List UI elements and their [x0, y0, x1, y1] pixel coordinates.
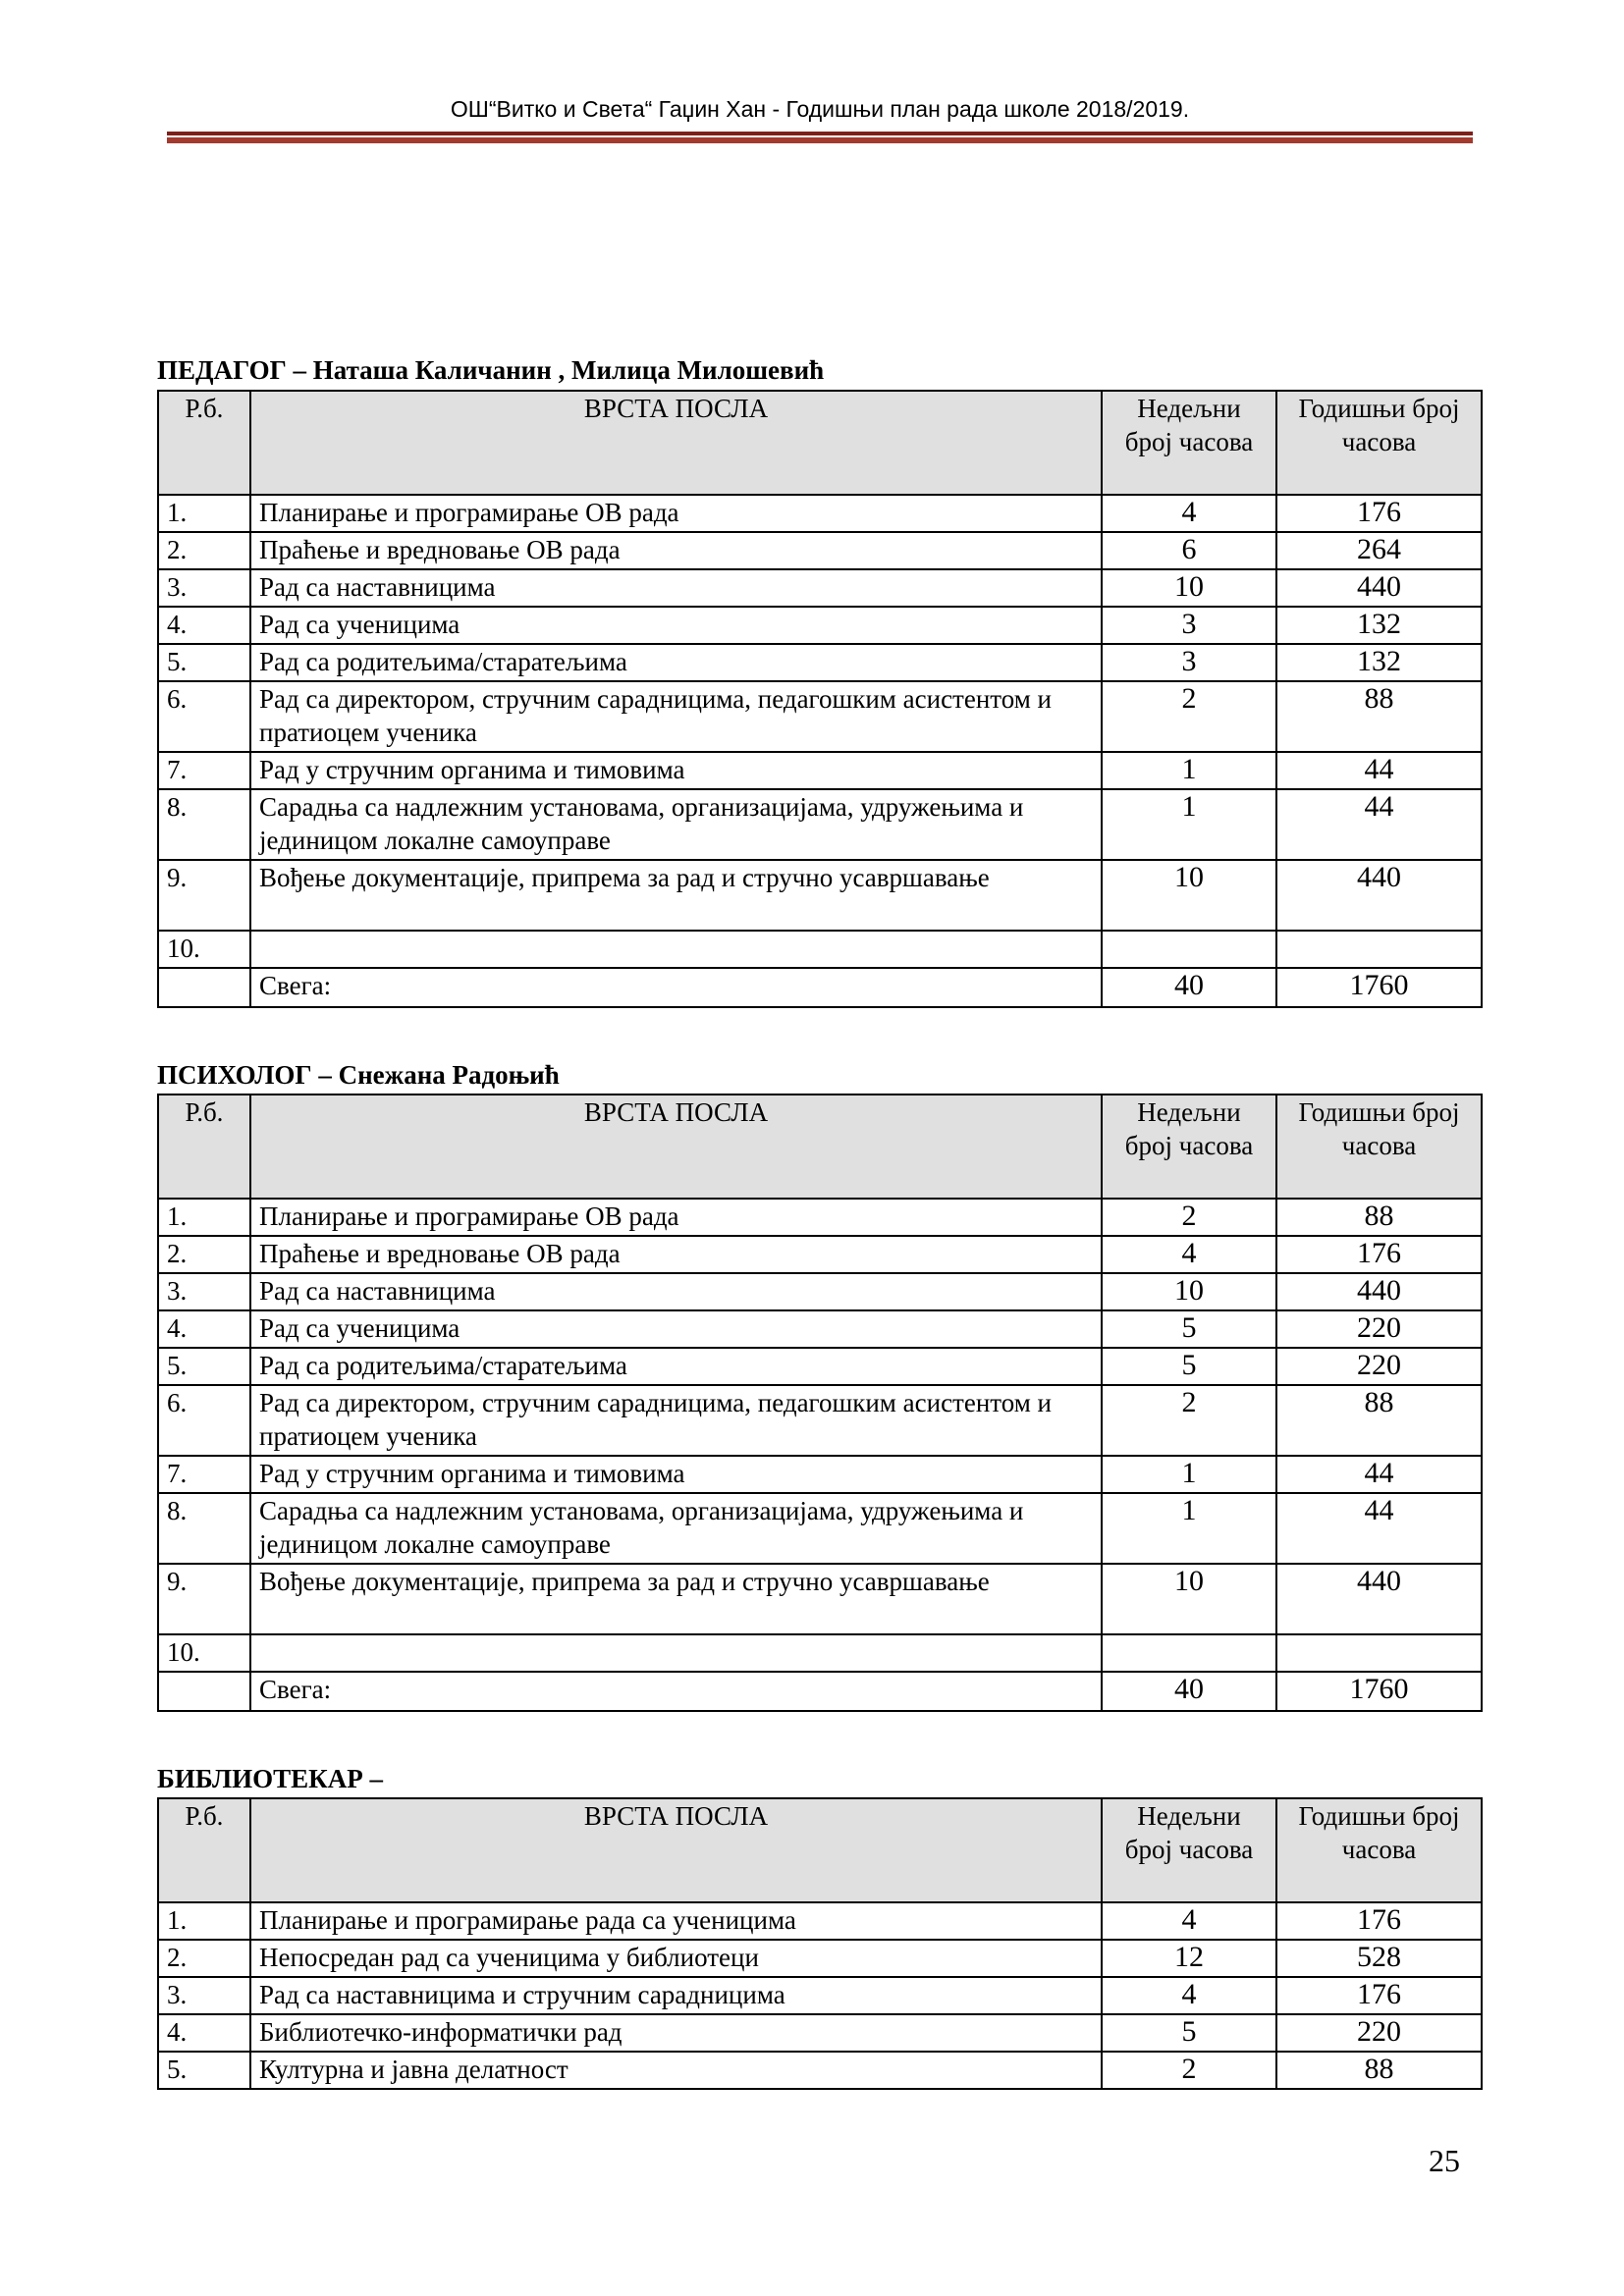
col-header-rb: Р.б.	[158, 391, 250, 495]
row-weekly-hours: 10	[1102, 569, 1276, 607]
row-yearly-hours: 220	[1276, 2014, 1482, 2052]
table-row	[158, 860, 1482, 931]
row-number: 4.	[158, 607, 250, 644]
table-row	[158, 931, 1482, 968]
row-number: 2.	[158, 1236, 250, 1273]
row-weekly-hours: 5	[1102, 1348, 1276, 1385]
row-yearly-hours: 44	[1276, 752, 1482, 789]
row-weekly-hours: 5	[1102, 2014, 1276, 2052]
row-description: Праћење и вредновање ОВ рада	[250, 532, 1102, 569]
table-row	[158, 532, 1482, 569]
row-number: 7.	[158, 1456, 250, 1493]
table-row	[158, 968, 1482, 1007]
col-header-type: ВРСТА ПОСЛА	[250, 391, 1102, 495]
row-description: Сарадња са надлежним установама, организацијама, удружењима и јединицом локалне самоуправе	[250, 789, 1102, 860]
row-description: Вођење документације, припрема за рад и стручно усавршавање	[250, 860, 1102, 931]
section-title-psiholog: ПСИХОЛОГ – Снежана Радоњић	[157, 1060, 560, 1090]
table-row	[158, 607, 1482, 644]
row-yearly-hours: 176	[1276, 495, 1482, 532]
row-yearly-hours: 44	[1276, 789, 1482, 860]
row-weekly-hours: 1	[1102, 1493, 1276, 1564]
table-row	[158, 1236, 1482, 1273]
row-weekly-hours: 1	[1102, 1456, 1276, 1493]
row-yearly-hours: 440	[1276, 569, 1482, 607]
section-title-bibliotekar: БИБЛИОТЕКАР –	[157, 1764, 383, 1793]
row-weekly-hours: 1	[1102, 752, 1276, 789]
row-number: 1.	[158, 1199, 250, 1236]
row-yearly-hours: 1760	[1276, 968, 1482, 1007]
row-number: 3.	[158, 1977, 250, 2014]
row-description: Рад са наставницима	[250, 1273, 1102, 1310]
row-number	[158, 1672, 250, 1711]
col-header-yearly: Годишњи број часова	[1276, 1095, 1482, 1199]
row-yearly-hours: 220	[1276, 1310, 1482, 1348]
table-row	[158, 1273, 1482, 1310]
row-number: 3.	[158, 569, 250, 607]
row-yearly-hours: 44	[1276, 1493, 1482, 1564]
row-yearly-hours: 176	[1276, 1236, 1482, 1273]
row-description: Библиотечко-информатички рад	[250, 2014, 1102, 2052]
row-yearly-hours: 440	[1276, 860, 1482, 931]
row-number: 8.	[158, 1493, 250, 1564]
header-rule-thick	[167, 137, 1473, 143]
row-description: Непосредан рад са ученицима у библиотеци	[250, 1940, 1102, 1977]
row-number: 10.	[158, 931, 250, 968]
row-weekly-hours: 3	[1102, 607, 1276, 644]
table-row	[158, 2052, 1482, 2089]
col-header-yearly: Годишњи број часова	[1276, 391, 1482, 495]
table-row	[158, 1564, 1482, 1634]
page-number: 25	[1429, 2143, 1460, 2178]
row-weekly-hours: 4	[1102, 495, 1276, 532]
row-yearly-hours: 440	[1276, 1273, 1482, 1310]
row-weekly-hours: 40	[1102, 1672, 1276, 1711]
row-description: Планирање и програмирање ОВ рада	[250, 1199, 1102, 1236]
row-number: 8.	[158, 789, 250, 860]
row-description: Свега:	[250, 968, 1102, 1007]
row-number	[158, 968, 250, 1007]
row-description: Рад са ученицима	[250, 607, 1102, 644]
row-description: Рад са ученицима	[250, 1310, 1102, 1348]
page-header: ОШ“Витко и Света“ Гаџин Хан - Годишњи план рада школе 2018/2019.	[450, 96, 1190, 122]
row-description: Рад са наставницима и стручним сарадницима	[250, 1977, 1102, 2014]
table-row	[158, 1672, 1482, 1711]
row-description: Планирање и програмирање ОВ рада	[250, 495, 1102, 532]
table-row	[158, 1977, 1482, 2014]
row-number: 4.	[158, 2014, 250, 2052]
row-yearly-hours: 176	[1276, 1977, 1482, 2014]
row-yearly-hours: 440	[1276, 1564, 1482, 1634]
col-header-weekly: Недељни број часова	[1102, 391, 1276, 495]
row-weekly-hours: 40	[1102, 968, 1276, 1007]
row-weekly-hours: 5	[1102, 1310, 1276, 1348]
row-number: 5.	[158, 2052, 250, 2089]
row-yearly-hours: 88	[1276, 1199, 1482, 1236]
col-header-rb: Р.б.	[158, 1798, 250, 1902]
row-description: Рад у стручним органима и тимовима	[250, 1456, 1102, 1493]
row-weekly-hours: 2	[1102, 2052, 1276, 2089]
col-header-yearly: Годишњи број часова	[1276, 1798, 1482, 1902]
row-weekly-hours: 4	[1102, 1977, 1276, 2014]
row-description: Планирање и програмирање рада са ученицима	[250, 1902, 1102, 1940]
row-yearly-hours: 88	[1276, 1385, 1482, 1456]
row-weekly-hours	[1102, 1634, 1276, 1672]
row-weekly-hours: 10	[1102, 1564, 1276, 1634]
table-row	[158, 1348, 1482, 1385]
row-number: 5.	[158, 644, 250, 681]
row-description: Рад са директором, стручним сарадницима, педагошким асистентом и пратиоцем ученика	[250, 681, 1102, 752]
row-weekly-hours: 10	[1102, 1273, 1276, 1310]
table-psiholog	[157, 1094, 1483, 1712]
row-description: Рад у стручним органима и тимовима	[250, 752, 1102, 789]
table-pedagog	[157, 390, 1483, 1008]
row-description: Вођење документације, припрема за рад и стручно усавршавање	[250, 1564, 1102, 1634]
row-number: 1.	[158, 1902, 250, 1940]
table-row	[158, 1456, 1482, 1493]
table-row	[158, 681, 1482, 752]
row-yearly-hours: 88	[1276, 681, 1482, 752]
row-number: 9.	[158, 860, 250, 931]
row-weekly-hours: 10	[1102, 860, 1276, 931]
row-weekly-hours: 6	[1102, 532, 1276, 569]
row-number: 10.	[158, 1634, 250, 1672]
col-header-weekly: Недељни број часова	[1102, 1095, 1276, 1199]
row-yearly-hours: 220	[1276, 1348, 1482, 1385]
row-number: 5.	[158, 1348, 250, 1385]
row-yearly-hours	[1276, 1634, 1482, 1672]
row-number: 6.	[158, 1385, 250, 1456]
row-yearly-hours: 176	[1276, 1902, 1482, 1940]
table-row	[158, 1940, 1482, 1977]
row-weekly-hours: 3	[1102, 644, 1276, 681]
row-weekly-hours	[1102, 931, 1276, 968]
table-row	[158, 752, 1482, 789]
row-number: 7.	[158, 752, 250, 789]
row-weekly-hours: 12	[1102, 1940, 1276, 1977]
table-row	[158, 569, 1482, 607]
table-row	[158, 1199, 1482, 1236]
row-weekly-hours: 2	[1102, 681, 1276, 752]
row-number: 1.	[158, 495, 250, 532]
row-number: 4.	[158, 1310, 250, 1348]
row-weekly-hours: 2	[1102, 1385, 1276, 1456]
table-row	[158, 1902, 1482, 1940]
row-number: 6.	[158, 681, 250, 752]
table-row	[158, 1310, 1482, 1348]
table-row	[158, 1493, 1482, 1564]
row-weekly-hours: 2	[1102, 1199, 1276, 1236]
table-row	[158, 495, 1482, 532]
row-description: Праћење и вредновање ОВ рада	[250, 1236, 1102, 1273]
table-header-row	[158, 1798, 1482, 1902]
table-row	[158, 1385, 1482, 1456]
row-description: Свега:	[250, 1672, 1102, 1711]
row-description	[250, 931, 1102, 968]
row-description: Рад са наставницима	[250, 569, 1102, 607]
table-row	[158, 644, 1482, 681]
row-yearly-hours: 132	[1276, 644, 1482, 681]
col-header-weekly: Недељни број часова	[1102, 1798, 1276, 1902]
row-yearly-hours: 132	[1276, 607, 1482, 644]
table-row	[158, 789, 1482, 860]
table-row	[158, 1634, 1482, 1672]
col-header-type: ВРСТА ПОСЛА	[250, 1798, 1102, 1902]
row-description: Културна и јавна делатност	[250, 2052, 1102, 2089]
col-header-rb: Р.б.	[158, 1095, 250, 1199]
row-weekly-hours: 4	[1102, 1236, 1276, 1273]
row-yearly-hours	[1276, 931, 1482, 968]
row-description	[250, 1634, 1102, 1672]
table-bibliotekar	[157, 1797, 1483, 2090]
row-description: Рад са родитељима/старатељима	[250, 1348, 1102, 1385]
row-number: 2.	[158, 532, 250, 569]
row-weekly-hours: 1	[1102, 789, 1276, 860]
row-description: Сарадња са надлежним установама, организацијама, удружењима и јединицом локалне самоуправе	[250, 1493, 1102, 1564]
section-title-pedagog: ПЕДАГОГ – Наташа Каличанин , Милица Милошевић	[157, 355, 825, 385]
row-yearly-hours: 528	[1276, 1940, 1482, 1977]
row-weekly-hours: 4	[1102, 1902, 1276, 1940]
header-rule-thin	[167, 132, 1473, 135]
row-description: Рад са директором, стручним сарадницима, педагошким асистентом и пратиоцем ученика	[250, 1385, 1102, 1456]
table-header-row	[158, 1095, 1482, 1199]
row-number: 2.	[158, 1940, 250, 1977]
col-header-type: ВРСТА ПОСЛА	[250, 1095, 1102, 1199]
table-header-row	[158, 391, 1482, 495]
row-yearly-hours: 1760	[1276, 1672, 1482, 1711]
row-yearly-hours: 88	[1276, 2052, 1482, 2089]
table-row	[158, 2014, 1482, 2052]
row-description: Рад са родитељима/старатељима	[250, 644, 1102, 681]
row-number: 3.	[158, 1273, 250, 1310]
row-yearly-hours: 44	[1276, 1456, 1482, 1493]
row-yearly-hours: 264	[1276, 532, 1482, 569]
row-number: 9.	[158, 1564, 250, 1634]
